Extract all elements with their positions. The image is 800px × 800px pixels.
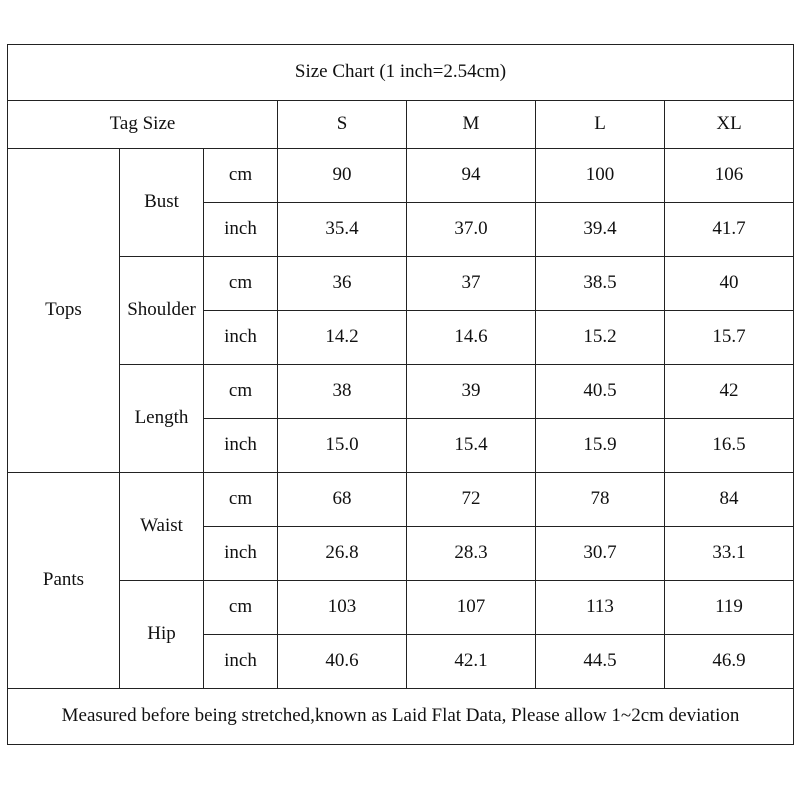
unit-cell: inch — [204, 203, 278, 257]
chart-title: Size Chart (1 inch=2.54cm) — [8, 45, 794, 101]
unit-cell: cm — [204, 149, 278, 203]
value-cell: 16.5 — [665, 419, 794, 473]
value-cell: 39.4 — [536, 203, 665, 257]
value-cell: 33.1 — [665, 527, 794, 581]
group-label-tops: Tops — [8, 149, 120, 473]
value-cell: 42.1 — [407, 635, 536, 689]
table-row — [8, 149, 794, 203]
value-cell: 94 — [407, 149, 536, 203]
value-cell: 37 — [407, 257, 536, 311]
value-cell: 40.6 — [278, 635, 407, 689]
table-row — [8, 473, 794, 527]
value-cell: 15.4 — [407, 419, 536, 473]
value-cell: 15.0 — [278, 419, 407, 473]
value-cell: 28.3 — [407, 527, 536, 581]
value-cell: 38 — [278, 365, 407, 419]
value-cell: 113 — [536, 581, 665, 635]
value-cell: 100 — [536, 149, 665, 203]
value-cell: 44.5 — [536, 635, 665, 689]
value-cell: 35.4 — [278, 203, 407, 257]
footer-note: Measured before being stretched,known as Laid Flat Data, Please allow 1~2cm deviation — [8, 689, 794, 745]
value-cell: 84 — [665, 473, 794, 527]
value-cell: 42 — [665, 365, 794, 419]
value-cell: 30.7 — [536, 527, 665, 581]
value-cell: 15.9 — [536, 419, 665, 473]
value-cell: 72 — [407, 473, 536, 527]
value-cell: 36 — [278, 257, 407, 311]
value-cell: 40.5 — [536, 365, 665, 419]
unit-cell: inch — [204, 311, 278, 365]
value-cell: 26.8 — [278, 527, 407, 581]
value-cell: 15.2 — [536, 311, 665, 365]
unit-cell: inch — [204, 635, 278, 689]
table-row — [8, 257, 794, 311]
value-cell: 14.2 — [278, 311, 407, 365]
measure-label-waist: Waist — [120, 473, 204, 581]
unit-cell: inch — [204, 419, 278, 473]
value-cell: 68 — [278, 473, 407, 527]
value-cell: 40 — [665, 257, 794, 311]
group-label-pants: Pants — [8, 473, 120, 689]
size-header-l: L — [536, 101, 665, 149]
value-cell: 15.7 — [665, 311, 794, 365]
measure-label-hip: Hip — [120, 581, 204, 689]
size-header-s: S — [278, 101, 407, 149]
value-cell: 103 — [278, 581, 407, 635]
measure-label-shoulder: Shoulder — [120, 257, 204, 365]
size-header-m: M — [407, 101, 536, 149]
table-row — [8, 581, 794, 635]
value-cell: 14.6 — [407, 311, 536, 365]
tag-size-header: Tag Size — [8, 101, 278, 149]
unit-cell: cm — [204, 581, 278, 635]
value-cell: 37.0 — [407, 203, 536, 257]
measure-label-length: Length — [120, 365, 204, 473]
unit-cell: cm — [204, 257, 278, 311]
value-cell: 39 — [407, 365, 536, 419]
measure-label-bust: Bust — [120, 149, 204, 257]
value-cell: 38.5 — [536, 257, 665, 311]
unit-cell: inch — [204, 527, 278, 581]
value-cell: 90 — [278, 149, 407, 203]
size-chart-table — [7, 44, 794, 745]
unit-cell: cm — [204, 365, 278, 419]
value-cell: 78 — [536, 473, 665, 527]
size-header-xl: XL — [665, 101, 794, 149]
value-cell: 41.7 — [665, 203, 794, 257]
value-cell: 119 — [665, 581, 794, 635]
value-cell: 46.9 — [665, 635, 794, 689]
value-cell: 107 — [407, 581, 536, 635]
table-row — [8, 365, 794, 419]
unit-cell: cm — [204, 473, 278, 527]
value-cell: 106 — [665, 149, 794, 203]
